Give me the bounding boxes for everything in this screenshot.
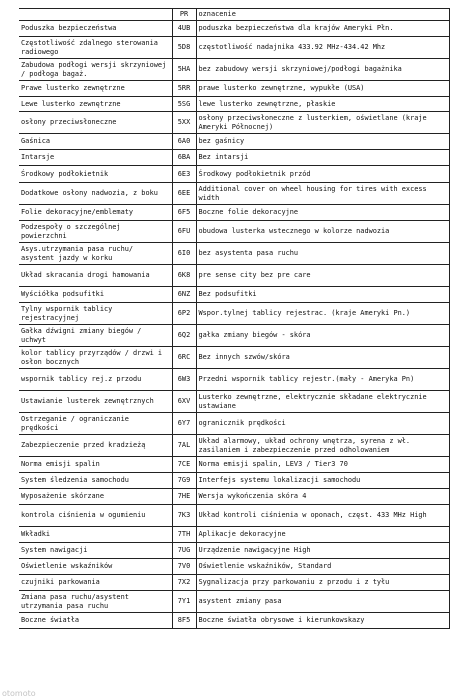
description-cell: Wersja wykończenia skóra 4 [196,489,449,505]
table-row [19,183,449,205]
table-row [19,489,449,505]
feature-name-cell: Wyposażenie skórzane [19,489,172,505]
feature-name-cell: Tylny wspornik tablicy rejestracyjnej [19,303,172,325]
description-cell: Bez podsufitki [196,287,449,303]
pr-code-cell: 6RC [172,347,196,369]
feature-name-cell: Oświetlenie wskaźników [19,559,172,575]
pr-code-cell: 4UB [172,21,196,37]
pr-code-cell: 6P2 [172,303,196,325]
description-cell: asystent zmiany pasa [196,591,449,613]
description-cell: Aplikacje dekoracyjne [196,527,449,543]
table-row [19,265,449,287]
equipment-table [19,8,450,629]
pr-code-cell: 6K8 [172,265,196,287]
table-row [19,37,449,59]
description-cell: Sygnalizacja przy parkowaniu z przodu i z tyłu [196,575,449,591]
description-cell: ogranicznik prędkości [196,413,449,435]
header-description: oznacenie [196,9,449,21]
table-row [19,391,449,413]
pr-code-cell: 6I0 [172,243,196,265]
table-row [19,134,449,150]
description-cell: pre sense city bez pre care [196,265,449,287]
pr-code-cell: 6Q2 [172,325,196,347]
table-row [19,205,449,221]
table-row [19,303,449,325]
description-cell: Norma emisji spalin, LEV3 / Tier3 70 [196,457,449,473]
description-cell: bez zabudowy wersji skrzyniowej/podłogi bagażnika [196,59,449,81]
feature-name-cell: System nawigacji [19,543,172,559]
feature-name-cell: Asys.utrzymania pasa ruchu/ asystent jazdy w korku [19,243,172,265]
table-row [19,59,449,81]
pr-code-cell: 5XX [172,112,196,134]
description-cell: Układ alarmowy, układ ochrony wnętrza, syrena z wł. zasilaniem i zabezpieczenie przed odholowaniem [196,435,449,457]
feature-name-cell: Gałka dźwigni zmiany biegów / uchwyt [19,325,172,347]
table-row [19,505,449,527]
feature-name-cell: Ustawianie lusterek zewnętrznych [19,391,172,413]
table-row [19,473,449,489]
description-cell: Środkowy podłokietnik przód [196,166,449,183]
table-row [19,221,449,243]
pr-code-cell: 6F5 [172,205,196,221]
description-cell: gałka zmiany biegów - skóra [196,325,449,347]
table-row [19,543,449,559]
table-row [19,97,449,112]
feature-name-cell: Poduszka bezpieczeństwa [19,21,172,37]
feature-name-cell: Środkowy podłokietnik [19,166,172,183]
table-row [19,81,449,97]
table-row [19,435,449,457]
description-cell: poduszka bezpieczeństwa dla krajów Ameryki Płn. [196,21,449,37]
description-cell: Układ kontroli ciśnienia w oponach, częst. 433 MHz High [196,505,449,527]
description-cell: osłony przeciwsłoneczne z lusterkiem, oświetlane (kraje Ameryki Północnej) [196,112,449,134]
header-pr-code: PR [172,9,196,21]
pr-code-cell: 7K3 [172,505,196,527]
pr-code-cell: 6BA [172,150,196,166]
description-cell: Wspor.tylnej tablicy rejestrac. (kraje Ameryki Pn.) [196,303,449,325]
pr-code-cell: 6XV [172,391,196,413]
pr-code-cell: 6FU [172,221,196,243]
table-row [19,21,449,37]
watermark-logo: otomoto [2,689,36,698]
feature-name-cell: Podzespoły o szczególnej powierzchni [19,221,172,243]
description-cell: Urządzenie nawigacyjne High [196,543,449,559]
feature-name-cell: Zmiana pasa ruchu/asystent utrzymania pasa ruchu [19,591,172,613]
description-cell: Bez intarsji [196,150,449,166]
table-row [19,457,449,473]
feature-name-cell: czujniki parkowania [19,575,172,591]
description-cell: częstotliwość nadajnika 433.92 MHz-434.42 Mhz [196,37,449,59]
table-row [19,575,449,591]
table-row [19,613,449,629]
pr-code-cell: 7CE [172,457,196,473]
description-cell: obudowa lusterka wstecznego w kolorze nadwozia [196,221,449,243]
table-row [19,150,449,166]
table-row [19,243,449,265]
table-header-row [19,9,449,21]
description-cell: Boczne folie dekoracyjne [196,205,449,221]
feature-name-cell: Prawe lusterko zewnętrzne [19,81,172,97]
pr-code-cell: 7UG [172,543,196,559]
feature-name-cell: Zabezpieczenie przed kradzieżą [19,435,172,457]
pr-code-cell: 5RR [172,81,196,97]
pr-code-cell: 7HE [172,489,196,505]
pr-code-cell: 6W3 [172,369,196,391]
description-cell: Bez innych szwów/skóra [196,347,449,369]
pr-code-cell: 5D8 [172,37,196,59]
feature-name-cell: Intarsje [19,150,172,166]
description-cell: Interfejs systemu lokalizacji samochodu [196,473,449,489]
header-feature [19,9,172,21]
feature-name-cell: Norma emisji spalin [19,457,172,473]
table-row [19,287,449,303]
pr-code-cell: 7TH [172,527,196,543]
feature-name-cell: kolor tablicy przyrządów / drzwi i osłon bocznych [19,347,172,369]
feature-name-cell: Wyściółka podsufitki [19,287,172,303]
description-cell: Boczne światła obrysowe i kierunkowskazy [196,613,449,629]
table-row [19,591,449,613]
feature-name-cell: wspornik tablicy rej.z przodu [19,369,172,391]
table-row [19,413,449,435]
description-cell: Additional cover on wheel housing for tires with excess width [196,183,449,205]
table-body [19,21,449,629]
feature-name-cell: Boczne światła [19,613,172,629]
table-row [19,347,449,369]
feature-name-cell: osłony przeciwsłoneczne [19,112,172,134]
table-row [19,166,449,183]
feature-name-cell: Gaśnica [19,134,172,150]
feature-name-cell: Zabudowa podłogi wersji skrzyniowej / podłoga bagaż. [19,59,172,81]
feature-name-cell: Lewe lusterko zewnętrzne [19,97,172,112]
description-cell: Oświetlenie wskaźników, Standard [196,559,449,575]
description-cell: bez gaśnicy [196,134,449,150]
pr-code-cell: 5HA [172,59,196,81]
feature-name-cell: kontrola ciśnienia w ogumieniu [19,505,172,527]
description-cell: Lusterko zewnętrzne, elektrycznie składane elektrycznie ustawiane [196,391,449,413]
feature-name-cell: Ostrzeganie / ograniczanie prędkości [19,413,172,435]
table-row [19,369,449,391]
description-cell: lewe lusterko zewnętrzne, płaskie [196,97,449,112]
pr-code-cell: 7G9 [172,473,196,489]
feature-name-cell: Dodatkowe osłony nadwozia, z boku [19,183,172,205]
pr-code-cell: 7Y1 [172,591,196,613]
description-cell: bez asystenta pasa ruchu [196,243,449,265]
pr-code-cell: 6EE [172,183,196,205]
pr-code-cell: 7X2 [172,575,196,591]
feature-name-cell: Częstotliwość zdalnego sterowania radiowego [19,37,172,59]
feature-name-cell: Układ skracania drogi hamowania [19,265,172,287]
pr-code-cell: 6NZ [172,287,196,303]
pr-code-cell: 7AL [172,435,196,457]
description-cell: prawe lusterko zewnętrzne, wypukłe (USA) [196,81,449,97]
table-row [19,559,449,575]
equipment-sheet [19,8,449,629]
pr-code-cell: 7V0 [172,559,196,575]
table-row [19,527,449,543]
description-cell: Przedni wspornik tablicy rejestr.(mały - Ameryka Pn) [196,369,449,391]
pr-code-cell: 6Y7 [172,413,196,435]
table-row [19,112,449,134]
table-row [19,325,449,347]
pr-code-cell: 6E3 [172,166,196,183]
feature-name-cell: System śledzenia samochodu [19,473,172,489]
pr-code-cell: 5SG [172,97,196,112]
pr-code-cell: 6A0 [172,134,196,150]
pr-code-cell: 8F5 [172,613,196,629]
feature-name-cell: Folie dekoracyjne/emblematy [19,205,172,221]
feature-name-cell: Wkładki [19,527,172,543]
